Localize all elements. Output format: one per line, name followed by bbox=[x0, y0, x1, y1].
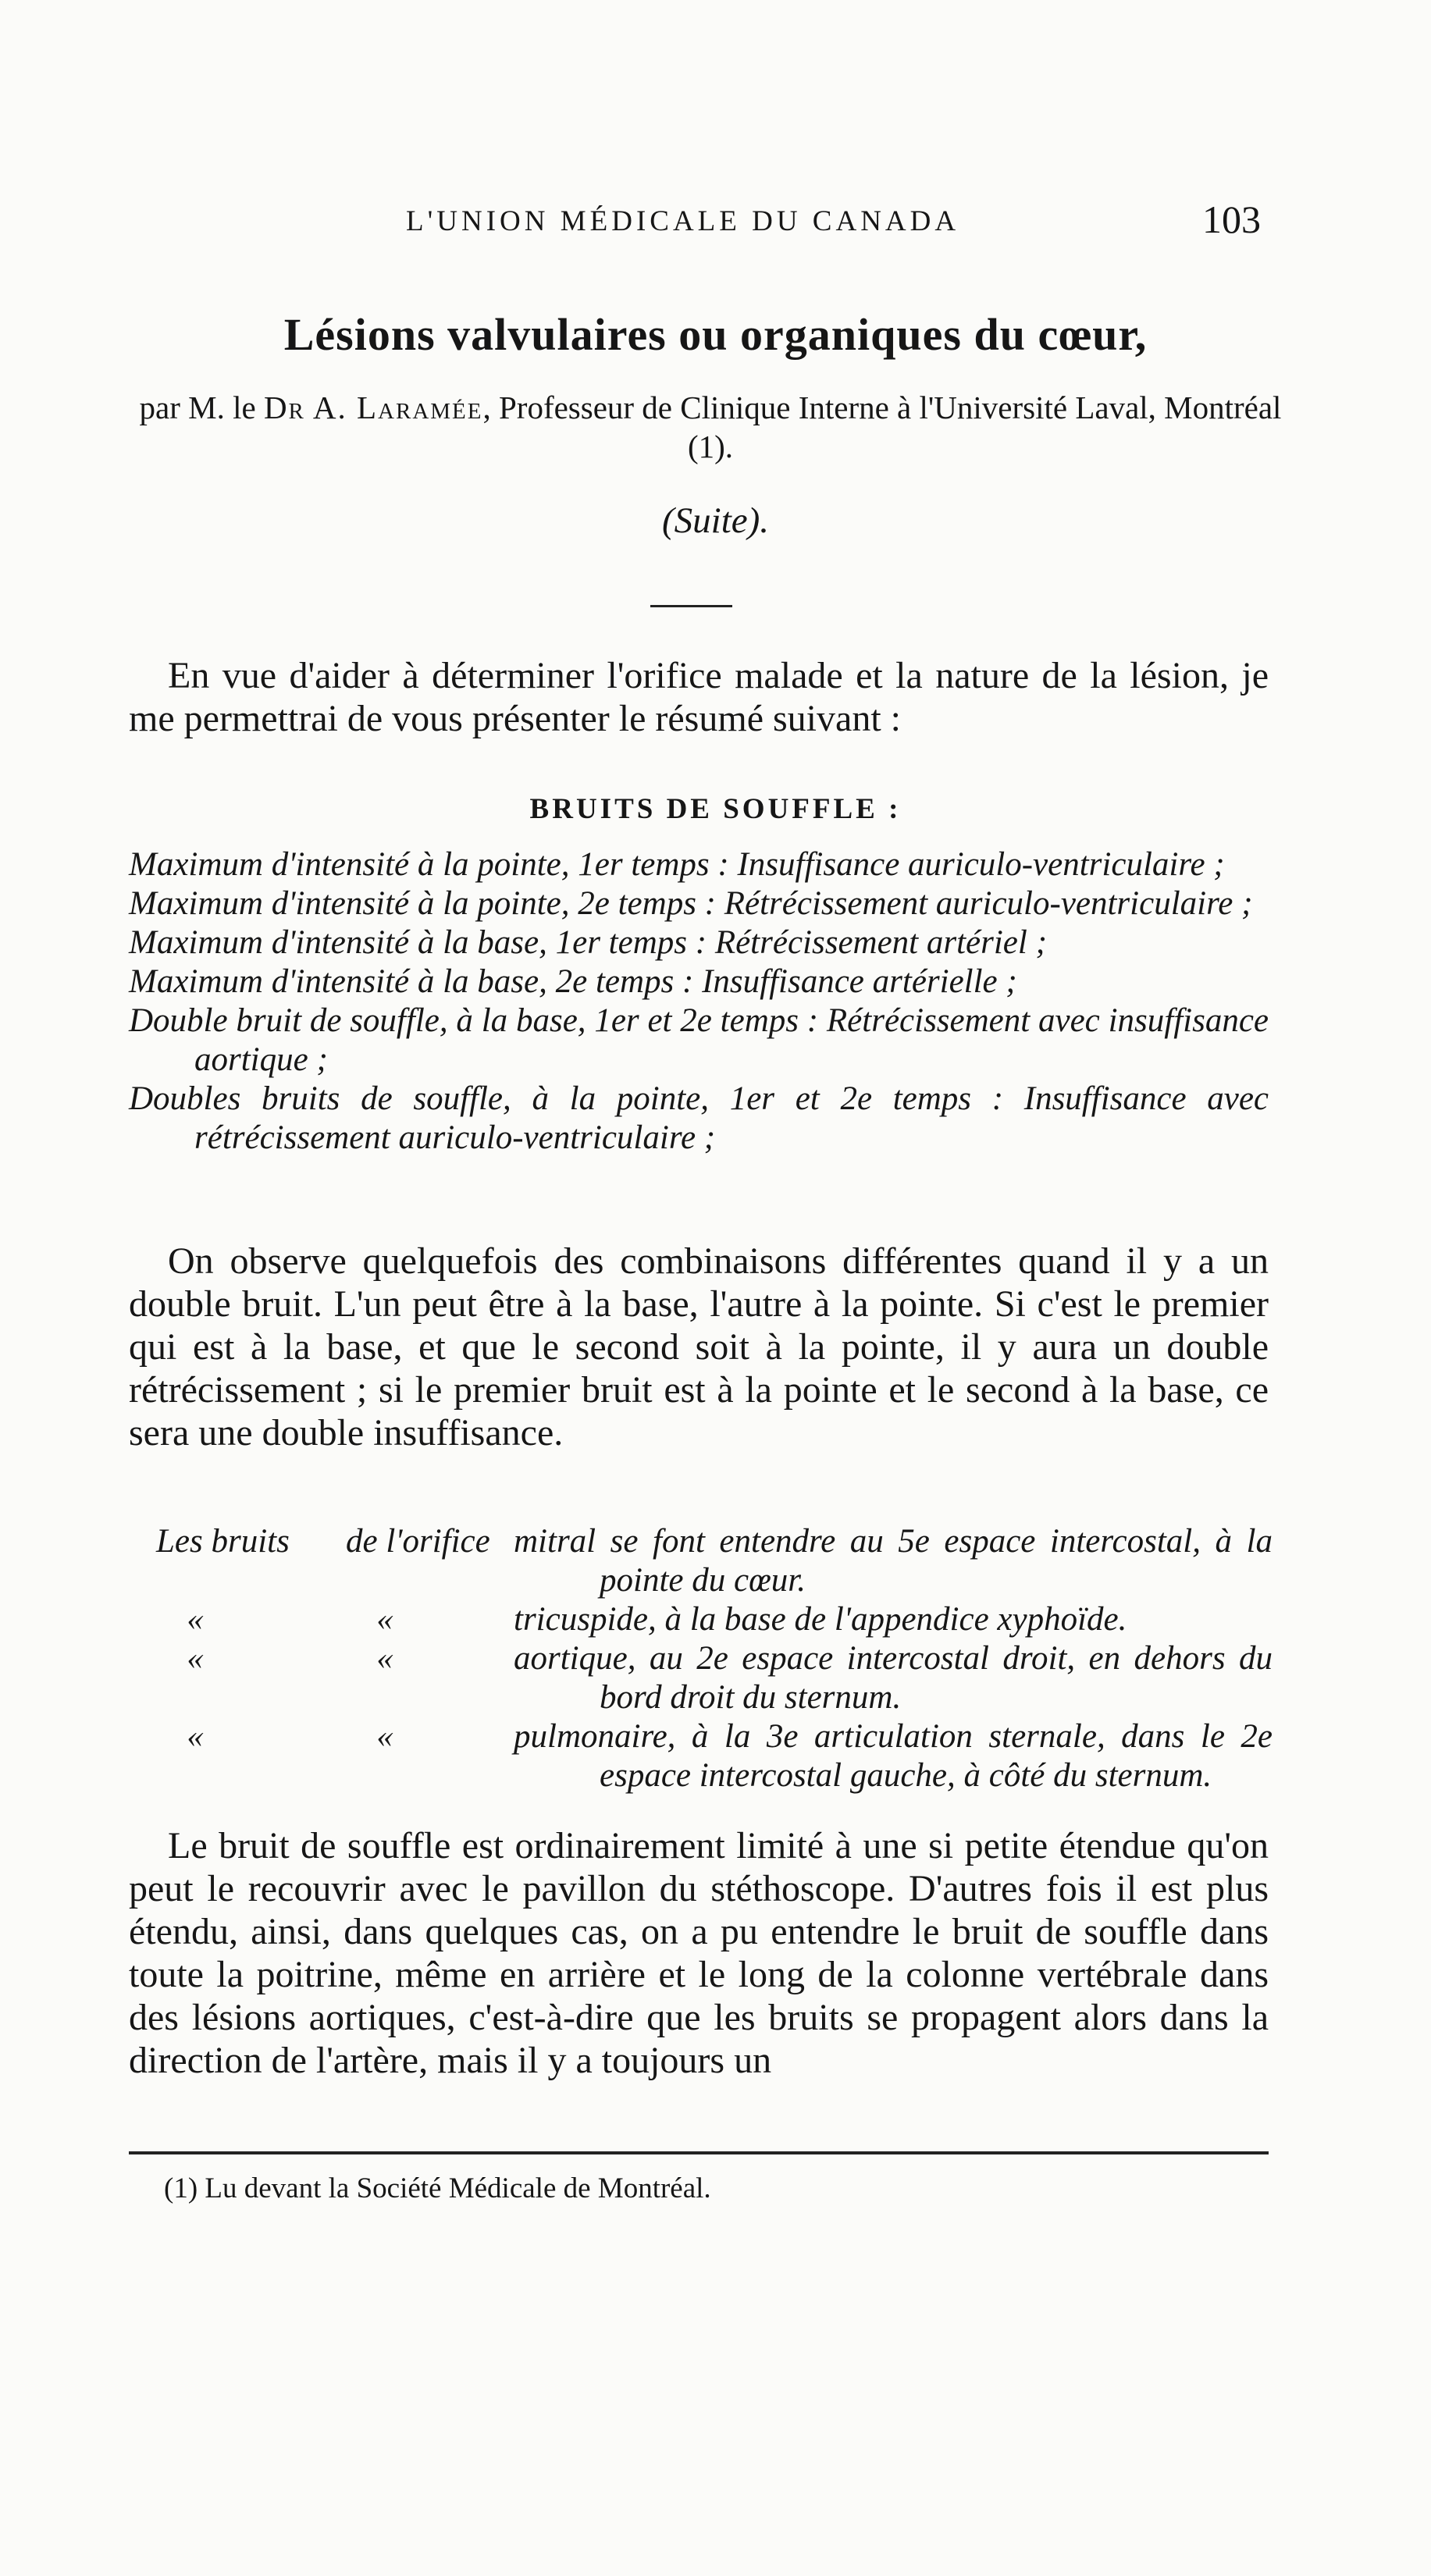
byline-affiliation: , Professeur de Clinique Interne à l'Université Laval, Montréal (1). bbox=[482, 390, 1282, 464]
paragraph-combinaisons: On observe quelquefois des combinaisons différentes quand il y a un double bruit. L'un peut être à la base, l'autre à la pointe. Si c'est le premier qui est à la base, et que le second soit à la pointe, il y aura un double rétrécissement ; si le premier bruit est à la pointe et le second à la base, ce sera une double insuffisance. bbox=[129, 1240, 1269, 1453]
table-row bbox=[156, 1639, 1273, 1717]
running-head: L'UNION MÉDICALE DU CANADA bbox=[406, 205, 960, 237]
list-item: Double bruit de souffle, à la base, 1er et 2e temps : Rétrécissement avec insuffisance aortique ; bbox=[129, 1002, 1269, 1078]
article-title: Lésions valvulaires ou organiques du cœur, bbox=[283, 309, 1148, 360]
list-item: Maximum d'intensité à la pointe, 1er temps : Insuffisance auriculo-ventriculaire ; bbox=[129, 846, 1225, 883]
list-item: Maximum d'intensité à la base, 1er temps : Rétrécissement artériel ; bbox=[129, 924, 1047, 961]
list-item: Maximum d'intensité à la base, 2e temps : Insuffisance artérielle ; bbox=[129, 963, 1017, 1000]
byline-prefix: par M. le bbox=[139, 390, 264, 425]
section-divider bbox=[650, 605, 732, 607]
author-name: Dr A. Laramée bbox=[263, 390, 483, 425]
table-row bbox=[156, 1717, 1273, 1795]
ditto-mark: « bbox=[187, 1718, 204, 1755]
list-item: Doubles bruits de souffle, à la pointe, 1er et 2e temps : Insuffisance avec rétrécissement auriculo-ventriculaire ; bbox=[129, 1080, 1269, 1156]
footnote-rule bbox=[129, 2151, 1269, 2154]
orifice-tricuspide: tricuspide, à la base de l'appendice xyphoïde. bbox=[514, 1601, 1127, 1638]
ditto-mark: « bbox=[376, 1718, 393, 1755]
ditto-mark: « bbox=[376, 1640, 393, 1677]
table-row bbox=[156, 1600, 1273, 1639]
orifice-lead-2: de l'orifice bbox=[346, 1523, 490, 1560]
ditto-mark: « bbox=[187, 1601, 204, 1638]
section-heading: BRUITS DE SOUFFLE : bbox=[529, 793, 902, 825]
orifice-lead-1: Les bruits bbox=[156, 1523, 290, 1560]
paragraph-localisation: Le bruit de souffle est ordinairement limité à une si petite étendue qu'on peut le recouvrir avec le pavillon du stéthoscope. D'autres fois il est plus étendu, ainsi, dans quelques cas, on a pu entendre le bruit de souffle dans toute la poitrine, même en arrière et le long de la colonne vertébrale dans des lésions aortiques, c'est-à-dire que les bruits se propagent alors dans la direction de l'artère, mais il y a toujours un bbox=[129, 1825, 1269, 2081]
paragraph-intro: En vue d'aider à déterminer l'orifice malade et la nature de la lésion, je me permettrai de vous présenter le résumé suivant : bbox=[129, 655, 1269, 739]
continuation-note: (Suite). bbox=[661, 500, 770, 541]
souffle-list bbox=[129, 845, 1269, 1158]
ditto-mark: « bbox=[376, 1601, 393, 1638]
page-number: 103 bbox=[1202, 197, 1261, 241]
table-row bbox=[156, 1522, 1273, 1600]
orifice-mitral: mitral se font entendre au 5e espace intercostal, à la pointe du cœur. bbox=[514, 1523, 1273, 1599]
orifice-table bbox=[156, 1522, 1273, 1795]
byline bbox=[129, 388, 1292, 466]
list-item: Maximum d'intensité à la pointe, 2e temps : Rétrécissement auriculo-ventriculaire ; bbox=[129, 885, 1253, 922]
orifice-pulmonaire: pulmonaire, à la 3e articulation sternale, dans le 2e espace intercostal gauche, à côté du sternum. bbox=[514, 1718, 1273, 1794]
orifice-aortique: aortique, au 2e espace intercostal droit, en dehors du bord droit du sternum. bbox=[514, 1640, 1273, 1716]
ditto-mark: « bbox=[187, 1640, 204, 1677]
footnote: (1) Lu devant la Société Médicale de Montréal. bbox=[164, 2172, 711, 2204]
